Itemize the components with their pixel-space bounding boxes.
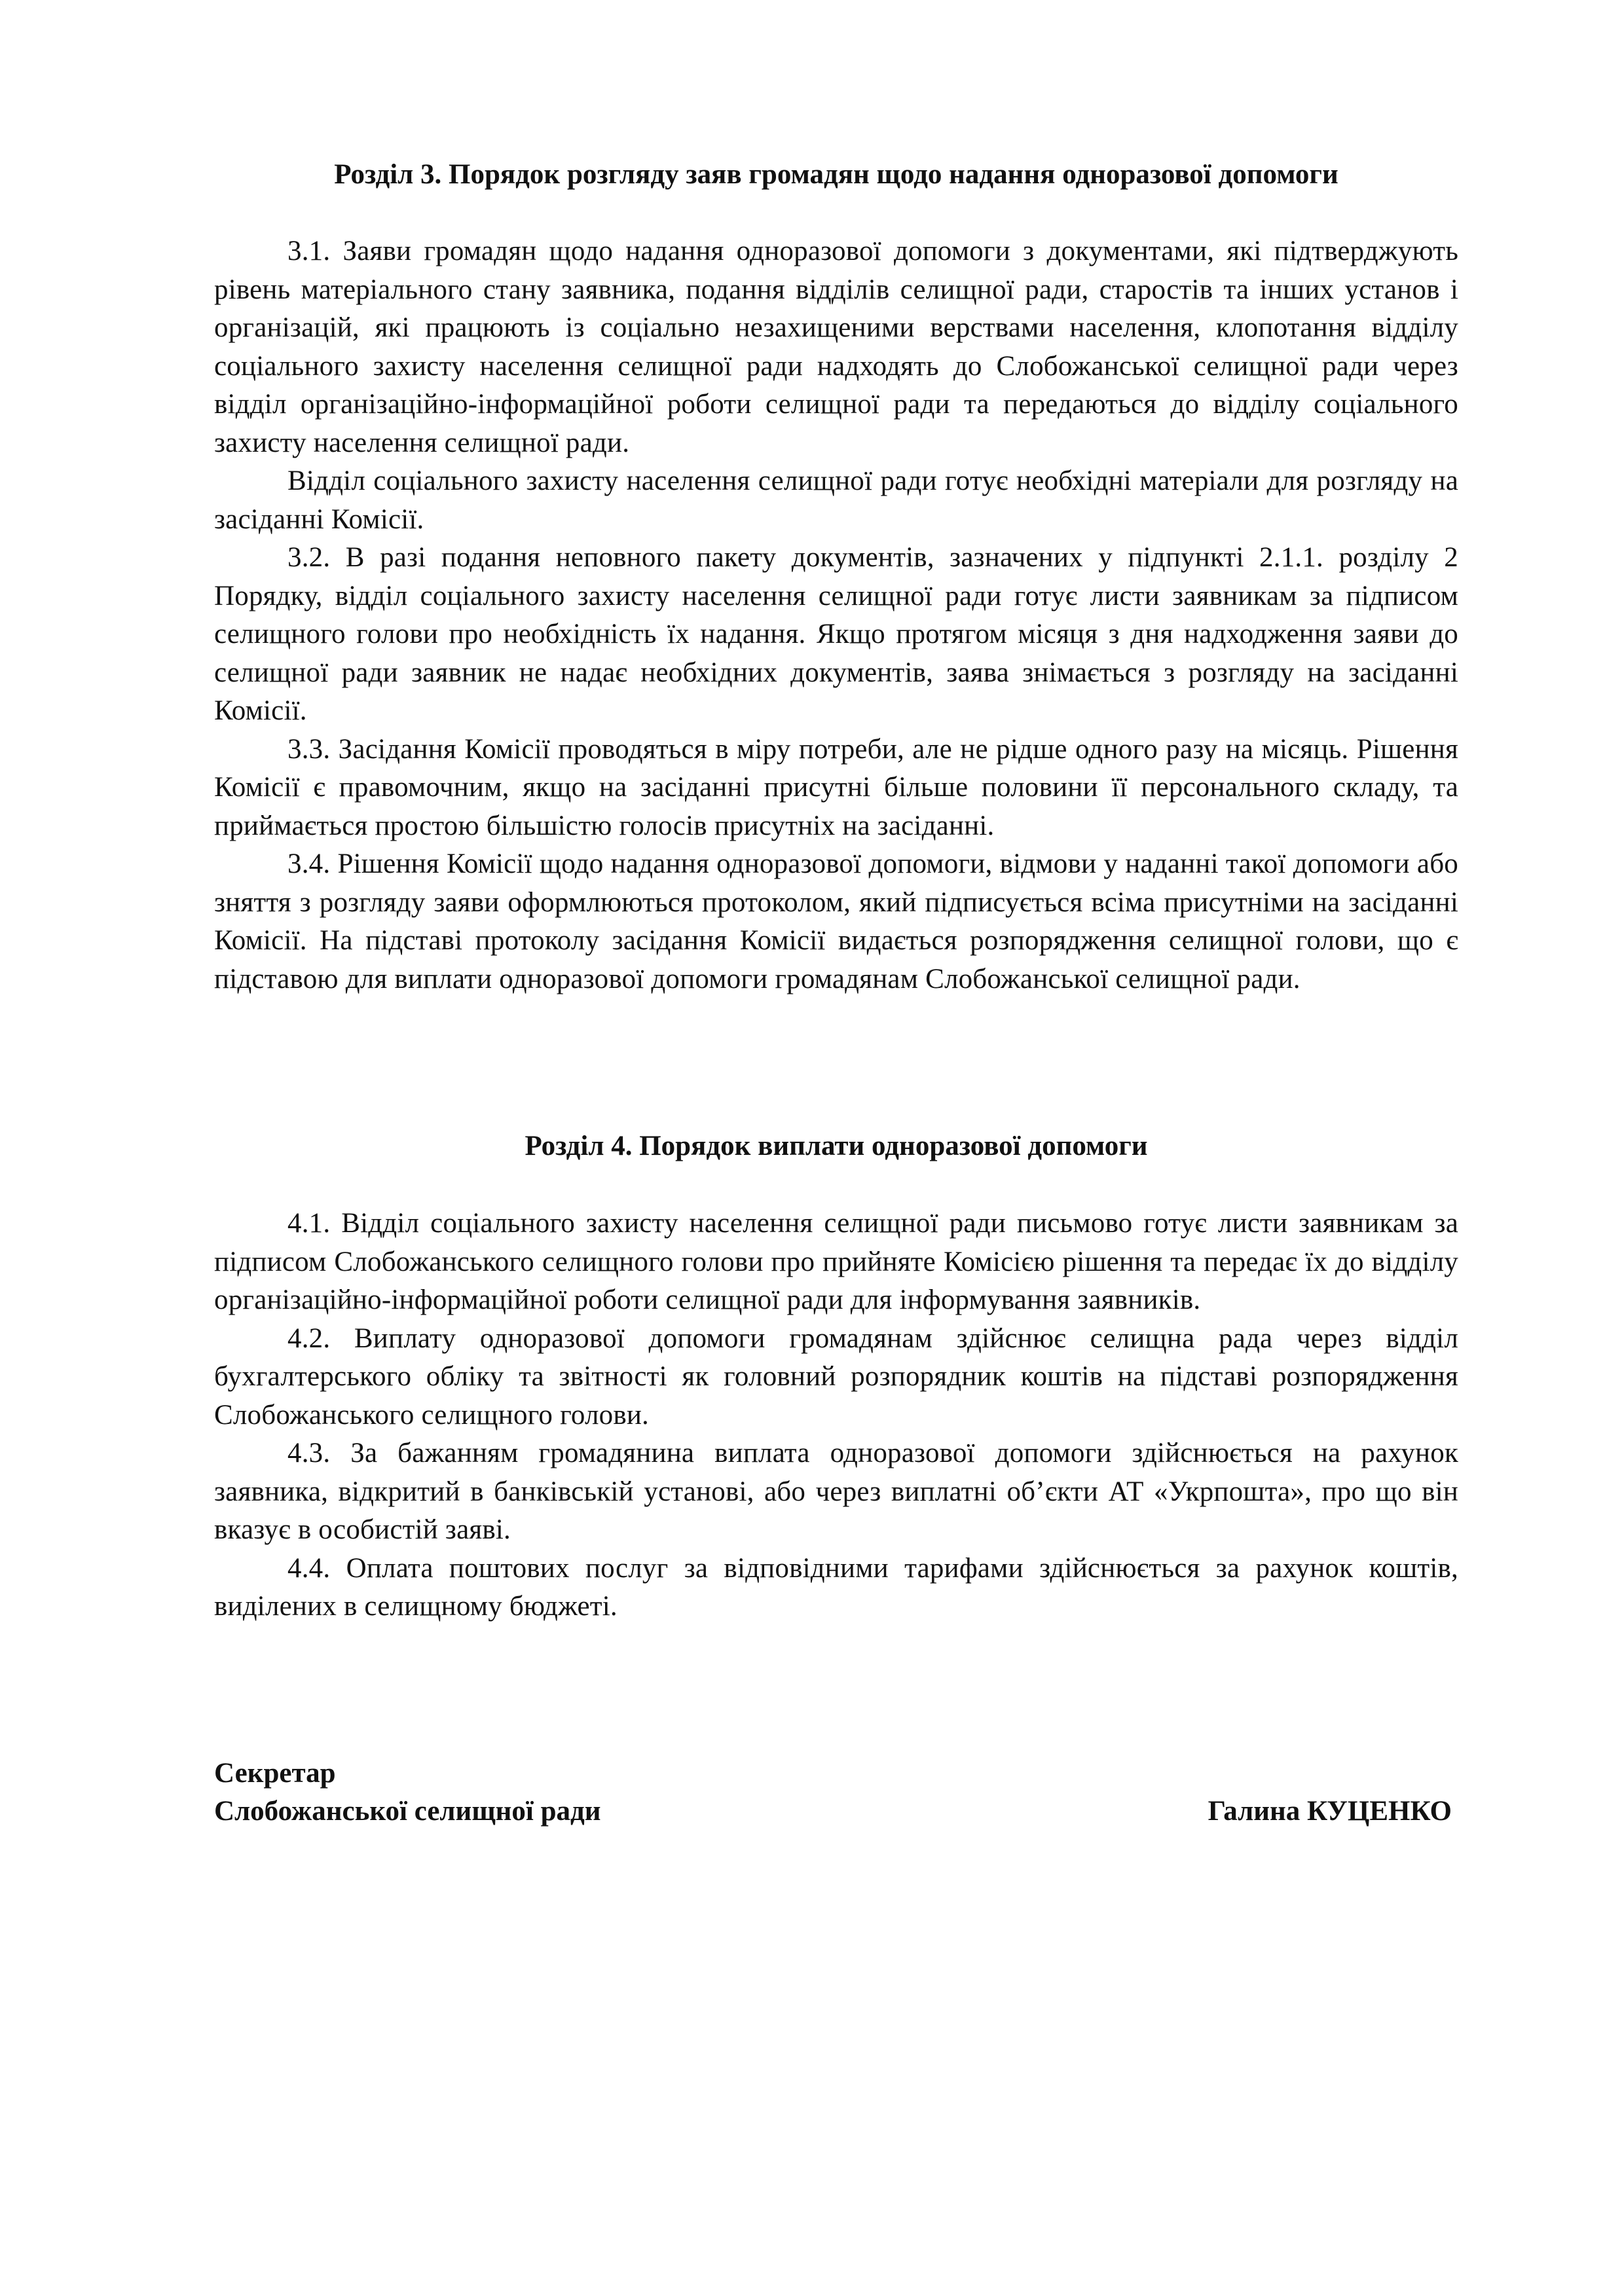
section-4-title: Розділ 4. Порядок виплати одноразової допомоги	[525, 1131, 1148, 1161]
paragraph-3-4: 3.4. Рішення Комісії щодо надання одноразової допомоги, відмови у наданні такої допомоги або зняття з розгляду заяви оформлюються протоколом, який підписується всіма присутніми на засіданні Комісії. На підставі протоколу засідання Комісії видається розпорядження селищної голови, що є підставою для виплати одноразової допомоги громадянам Слобожанської селищної ради.	[214, 848, 1458, 994]
paragraph-4-1: 4.1. Відділ соціального захисту населення селищної ради письмово готує листи заявникам за підписом Слобожанського селищного голови про прийняте Комісією рішення та передає їх до відділу організаційно-інформаційної роботи селищної ради для інформування заявників.	[214, 1208, 1458, 1315]
section-3-body	[214, 232, 1458, 998]
section-3-title: Розділ 3. Порядок розгляду заяв громадян щодо надання одноразової допомоги	[334, 159, 1338, 190]
paragraph-4-4: 4.4. Оплата поштових послуг за відповідними тарифами здійснюється за рахунок коштів, виділених в селищному бюджеті.	[214, 1552, 1458, 1622]
section-4-body	[214, 1205, 1458, 1626]
paragraph-4-3: 4.3. За бажанням громадянина виплата одноразової допомоги здійснюється на рахунок заявника, відкритий в банківській установі, або через виплатні об’єкти АТ «Укрпошта», про що він вказує в особистій заяві.	[214, 1438, 1458, 1545]
paragraph-3-1-continued: Відділ соціального захисту населення селищної ради готує необхідні матеріали для розгляду на засіданні Комісії.	[214, 465, 1458, 535]
signature-block	[214, 1755, 1458, 1831]
signature-position-line2: Слобожанської селищної ради	[214, 1796, 601, 1827]
paragraph-3-1: 3.1. Заяви громадян щодо надання одноразової допомоги з документами, які підтверджують рівень матеріального стану заявника, подання відділів селищної ради, старостів та інших установ і організацій, які працюють із соціально незахищеними верствами населення, клопотання відділу соціального захисту населення селищної ради надходять до Слобожанської селищної ради через відділ організаційно-інформаційної роботи селищної ради та передаються до відділу соціального захисту населення селищної ради.	[214, 236, 1458, 458]
signature-row	[214, 1793, 1458, 1831]
paragraph-4-2: 4.2. Виплату одноразової допомоги громадянам здійснює селищна рада через відділ бухгалтерського обліку та звітності як головний розпорядник коштів на підставі розпорядження Слобожанського селищного голови.	[214, 1322, 1458, 1430]
signatory-name: Галина КУЦЕНКО	[1208, 1796, 1452, 1827]
paragraph-3-3: 3.3. Засідання Комісії проводяться в міру потреби, але не рідше одного разу на місяць. Рішення Комісії є правомочним, якщо на засіданні присутні більше половини її персонального складу, та приймається простою більшістю голосів присутніх на засіданні.	[214, 733, 1458, 841]
signature-position-line1: Секретар	[214, 1758, 336, 1789]
paragraph-3-2: 3.2. В разі подання неповного пакету документів, зазначених у підпункті 2.1.1. розділу 2 Порядку, відділ соціального захисту населення селищної ради готує листи заявникам за підписом селищного голови про необхідність їх надання. Якщо протягом місяця з дня надходження заяви до селищної ради заявник не надає необхідних документів, заява знімається з розгляду на засіданні Комісії.	[214, 542, 1458, 726]
